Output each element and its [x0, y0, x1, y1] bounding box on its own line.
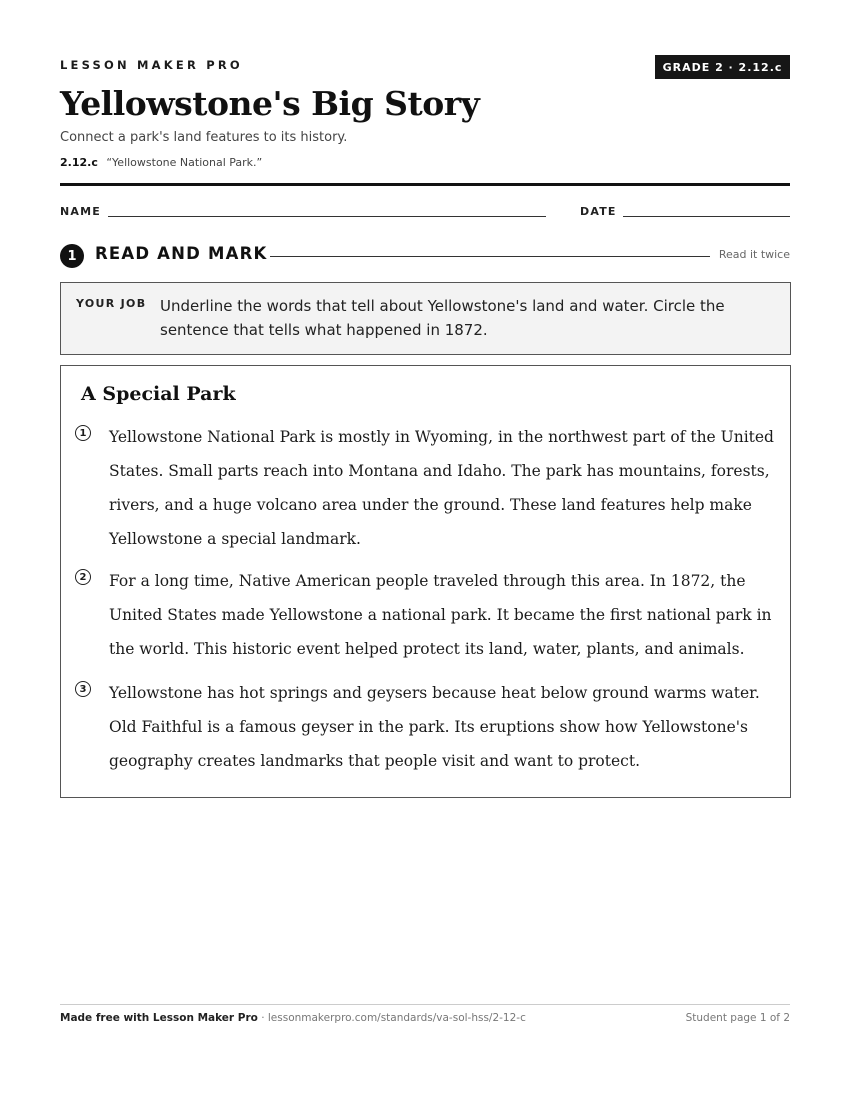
standard-reference — [60, 156, 262, 169]
paragraph-number: 2 — [75, 569, 91, 585]
footer-credit — [60, 1012, 526, 1024]
standard-text: “Yellowstone National Park.” — [106, 156, 263, 169]
instructions-text: Underline the words that tell about Yellowstone's land and water. Circle the sentence that tells what happened in 1872. — [160, 297, 725, 339]
paragraph-number: 1 — [75, 425, 91, 441]
grade-badge: GRADE 2 · 2.12.c — [655, 55, 790, 79]
name-field[interactable] — [108, 216, 546, 217]
footer-made-with: Made free with Lesson Maker Pro — [60, 1012, 258, 1024]
date-field[interactable] — [623, 216, 790, 217]
standard-code: 2.12.c — [60, 156, 98, 169]
paragraph-text: Yellowstone National Park is mostly in Wyoming, in the northwest part of the United States. Small parts reach into Montana and Idaho. The park has mountains, forests, rivers, and a huge volcano area under the ground. These land features help make Yellowstone a special landmark. — [109, 428, 774, 548]
footer-url[interactable]: · lessonmakerpro.com/standards/va-sol-hss/2-12-c — [257, 1012, 526, 1024]
passage-title: A Special Park — [81, 383, 236, 405]
paragraph-text: For a long time, Native American people traveled through this area. In 1872, the United States made Yellowstone a national park. It became the first national park in the world. This historic event helped protect its land, water, plants, and animals. — [109, 572, 772, 658]
paragraph-number: 3 — [75, 681, 91, 697]
instructions-box — [60, 282, 791, 355]
date-label: DATE — [580, 205, 617, 218]
section-divider — [270, 256, 710, 257]
page-subtitle: Connect a park's land features to its history. — [60, 130, 348, 145]
header-divider — [60, 183, 790, 186]
name-label: NAME — [60, 205, 101, 218]
page-indicator: Student page 1 of 2 — [685, 1012, 790, 1024]
paragraph-text: Yellowstone has hot springs and geysers because heat below ground warms water. Old Faithful is a famous geyser in the park. Its eruptions show how Yellowstone's geography creates landmarks that people visit and want to protect. — [109, 684, 760, 770]
instructions-label: YOUR JOB — [76, 297, 147, 310]
footer-divider — [60, 1004, 790, 1005]
brand-name: LESSON MAKER PRO — [60, 58, 243, 72]
reading-passage — [60, 365, 791, 798]
section-note: Read it twice — [718, 248, 790, 261]
page-title: Yellowstone's Big Story — [60, 84, 480, 123]
section-title: READ AND MARK — [95, 244, 268, 263]
section-number-badge: 1 — [60, 244, 84, 268]
